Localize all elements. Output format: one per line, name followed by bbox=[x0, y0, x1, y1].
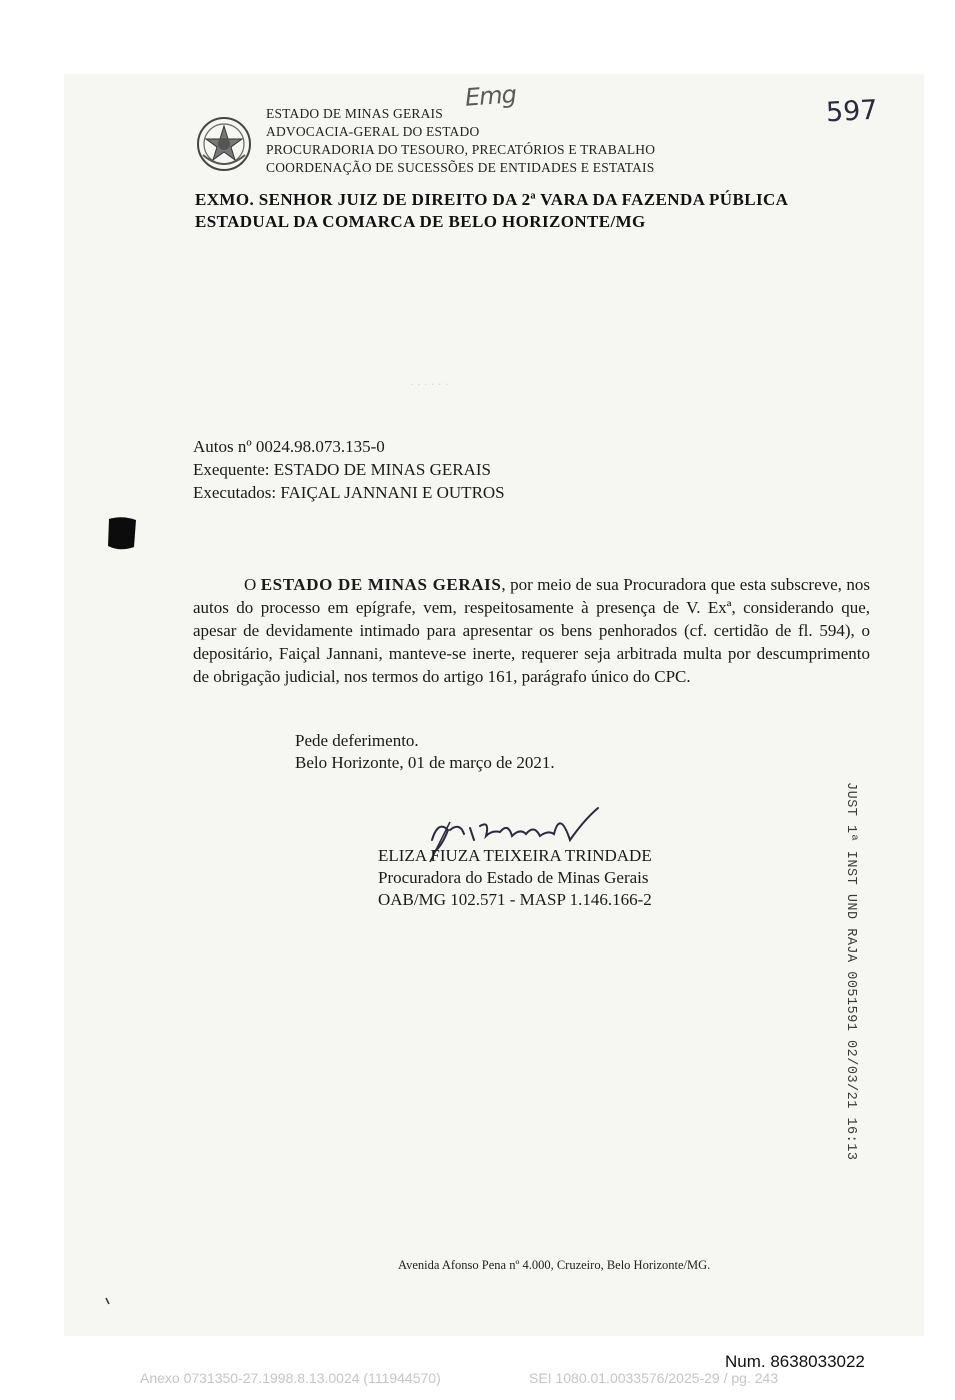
closing-request: Pede deferimento. bbox=[295, 731, 419, 750]
body-text: , por meio de sua Procuradora que esta subscreve, nos autos do processo em epígrafe, vem, respeitosamente à presença de V. Exª, considerando que, apesar de devidamente intimado para apresentar os bens penhorados (cf. certidão de fl. 594), o depositário, Faiçal Jannani, manteve-se inerte, requerer seja arbitrada multa por descumprimento de obrigação judicial, nos termos do artigo 161, parágrafo único do CPC. bbox=[193, 575, 870, 686]
addressee-line-2: ESTADUAL DA COMARCA DE BELO HORIZONTE/MG bbox=[195, 212, 646, 231]
handwritten-page-number: 597 bbox=[825, 94, 879, 129]
speck-mark bbox=[104, 1296, 112, 1306]
case-executados: Executados: FAIÇAL JANNANI E OUTROS bbox=[193, 483, 505, 502]
signatory-role: Procuradora do Estado de Minas Gerais bbox=[378, 868, 649, 887]
faint-stamp-mark: · · · · · · bbox=[410, 378, 449, 391]
letterhead-state: ESTADO DE MINAS GERAIS bbox=[266, 106, 443, 121]
state-coat-of-arms-icon bbox=[195, 115, 253, 173]
addressee-line-1: EXMO. SENHOR JUIZ DE DIREITO DA 2ª VARA DA FAZENDA PÚBLICA bbox=[195, 190, 789, 209]
signatory-registration: OAB/MG 102.571 - MASP 1.146.166-2 bbox=[378, 890, 652, 909]
annex-reference: Anexo 0731350-27.1998.8.13.0024 (111944570) bbox=[140, 1370, 441, 1386]
handwritten-initials: Emg bbox=[464, 80, 517, 112]
body-party: ESTADO DE MINAS GERAIS bbox=[260, 575, 502, 594]
case-number: Autos nº 0024.98.073.135-0 bbox=[193, 437, 385, 456]
document-number: Num. 8638033022 bbox=[725, 1352, 865, 1371]
scanned-page bbox=[64, 74, 924, 1336]
body-lead: O bbox=[244, 575, 257, 594]
letterhead-coordination: COORDENAÇÃO DE SUCESSÕES DE ENTIDADES E ESTATAIS bbox=[266, 160, 655, 175]
court-receipt-stamp bbox=[838, 782, 858, 1161]
letterhead-agency: ADVOCACIA-GERAL DO ESTADO bbox=[266, 124, 480, 139]
redaction-blot bbox=[106, 515, 138, 551]
stamp-text: JUST 1ª INST UND RAJA 0051591 02/03/21 16:13 bbox=[843, 782, 858, 1161]
letterhead-department: PROCURADORIA DO TESOURO, PRECATÓRIOS E TRABALHO bbox=[266, 142, 656, 157]
petition-body bbox=[193, 573, 870, 688]
sei-reference: SEI 1080.01.0033576/2025-29 / pg. 243 bbox=[529, 1370, 779, 1386]
footer-address: Avenida Afonso Pena nº 4.000, Cruzeiro, Belo Horizonte/MG. bbox=[398, 1258, 711, 1272]
closing-place-date: Belo Horizonte, 01 de março de 2021. bbox=[295, 753, 555, 772]
signatory-name: ELIZA FIUZA TEIXEIRA TRINDADE bbox=[378, 846, 652, 865]
case-exequente: Exequente: ESTADO DE MINAS GERAIS bbox=[193, 460, 491, 479]
